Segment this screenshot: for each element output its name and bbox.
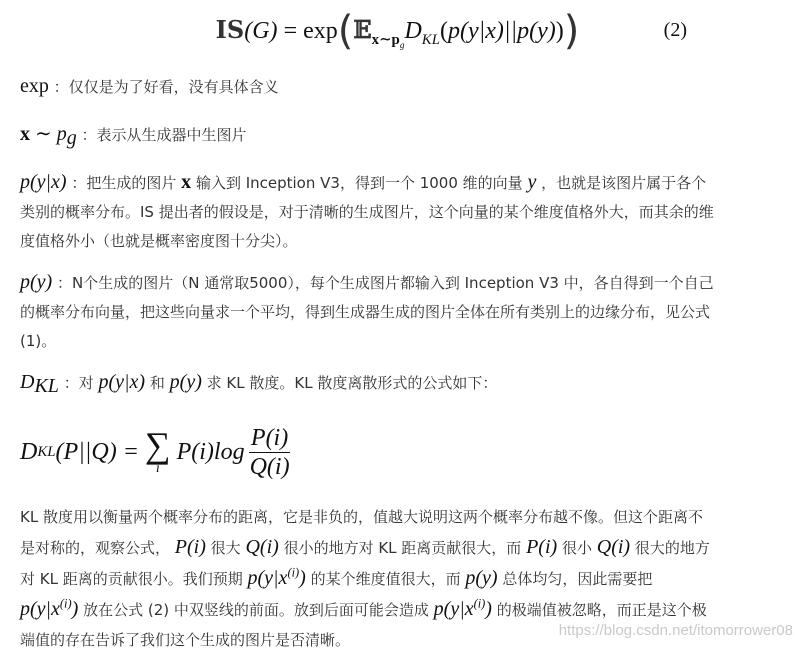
dkl-paragraph [20,368,720,398]
kl-denominator: Q(i) [249,453,290,480]
final-paragraph: KL 散度用以衡量两个概率分布的距离，它是非负的，值越大说明这两个概率分布越不像。但这个距离不是对称的，观察公式， P(i) 很大 Q(i) 很小的地方对 KL 距离贡献很大，而 P(i) 很小 Q(i) 很大的地方对 KL 距离的贡献很小。我们预期 $p(y|x^{(i)})$ 的某个维度值很大，而 p(y) 总体均匀，因此需要把 $p(y|x^{(i)})$ 放在公式 (2) 中双竖线的前面。放到后面可能会造成 $p(y|x^{(i)})$ 的极端值被忽略，而正是这个极端值的存在告诉了我们这个生成的图片是否清晰。 [20,508,710,649]
pyx-text2: 输入到 Inception V3，得到一个 1000 维的向量 [195,174,523,192]
expectation-symbol: 𝔼 [353,15,372,44]
x-pg-paragraph [20,120,720,150]
py-paragraph [20,268,720,356]
open-paren: ( [337,8,354,54]
dkl-subscript: KL [421,31,440,48]
sum-symbol: ∑ i [144,425,171,476]
dkl-symbol: D [404,18,422,44]
watermark: https://blog.csdn.net/itomorrower08 [558,622,793,639]
kl-lhs-arg: (P||Q) = [55,438,139,465]
pyx-text1: ：把生成的图片 [71,174,177,192]
kl-term: P(i)log [176,438,245,465]
dkl-text3: 求 KL 散度。KL 散度离散形式的公式如下： [206,374,498,392]
pyx-x-math: x [181,171,192,193]
close-paren: ) [563,8,580,54]
sim-math: ∼ [30,123,57,145]
expectation-subscript: x∼p [371,31,400,48]
kl-lhs: D [20,438,38,465]
is-arg: (G) [244,18,278,44]
is-symbol: IS [215,15,245,44]
equation-number: (2) [663,19,687,41]
pyx-y-math: y [527,171,537,193]
py-math: p(y) [20,271,53,293]
pyx-math: p(y|x) [20,171,67,193]
dkl-text2: 和 [149,374,165,392]
py-text: ：N个生成的图片（N 通常取5000），每个生成图片都输入到 Inception V3 中，各自得到一个自己的概率分布向量，把这些向量求一个平均，得到生成器生成的图片全体在所有类别上的边缘分布，见公式 (1)。 [20,274,714,350]
exp-paragraph [20,72,720,102]
x-math: x [20,123,30,145]
pyx-paragraph [20,168,720,256]
kl-fraction [248,424,292,481]
is-equals-exp: = exp [277,18,338,44]
dkl-py-math: p(y) [169,371,202,393]
is-formula: $IS(G) = \exp(𝔼_{x\sim p_g}D_{KL}(p(y|x)||p(y)))$ [215,8,580,54]
dkl-body: p(y|x)||p(y) [448,18,556,44]
x-pg-text: ：表示从生成器中生图片 [81,126,247,144]
expectation-subsubscript: g [399,39,405,50]
dkl-text1: ：对 [63,374,94,392]
kl-numerator: P(i) [250,424,289,451]
exp-text: ：仅仅是为了好看，没有具体含义 [53,78,279,96]
pyx-text3: ，也就是该图片属于各个类别的概率分布。IS 提出者的假设是，对于清晰的生成图片，这个向量的某个维度值格外大，而其余的维度值格外小（也就是概率密度图十分尖）。 [20,174,714,250]
exp-math: exp [20,75,49,97]
g-sub: g [66,127,77,149]
kl-formula: D KL (P||Q) = ∑ i P(i)log $\frac{P(i)}{Q(i)}$ [20,424,290,480]
dkl-pyx-math: p(y|x) [98,371,146,393]
dkl-math-sub: KL [34,375,59,397]
p-math: p [56,123,67,145]
dkl-math: D [20,371,35,393]
